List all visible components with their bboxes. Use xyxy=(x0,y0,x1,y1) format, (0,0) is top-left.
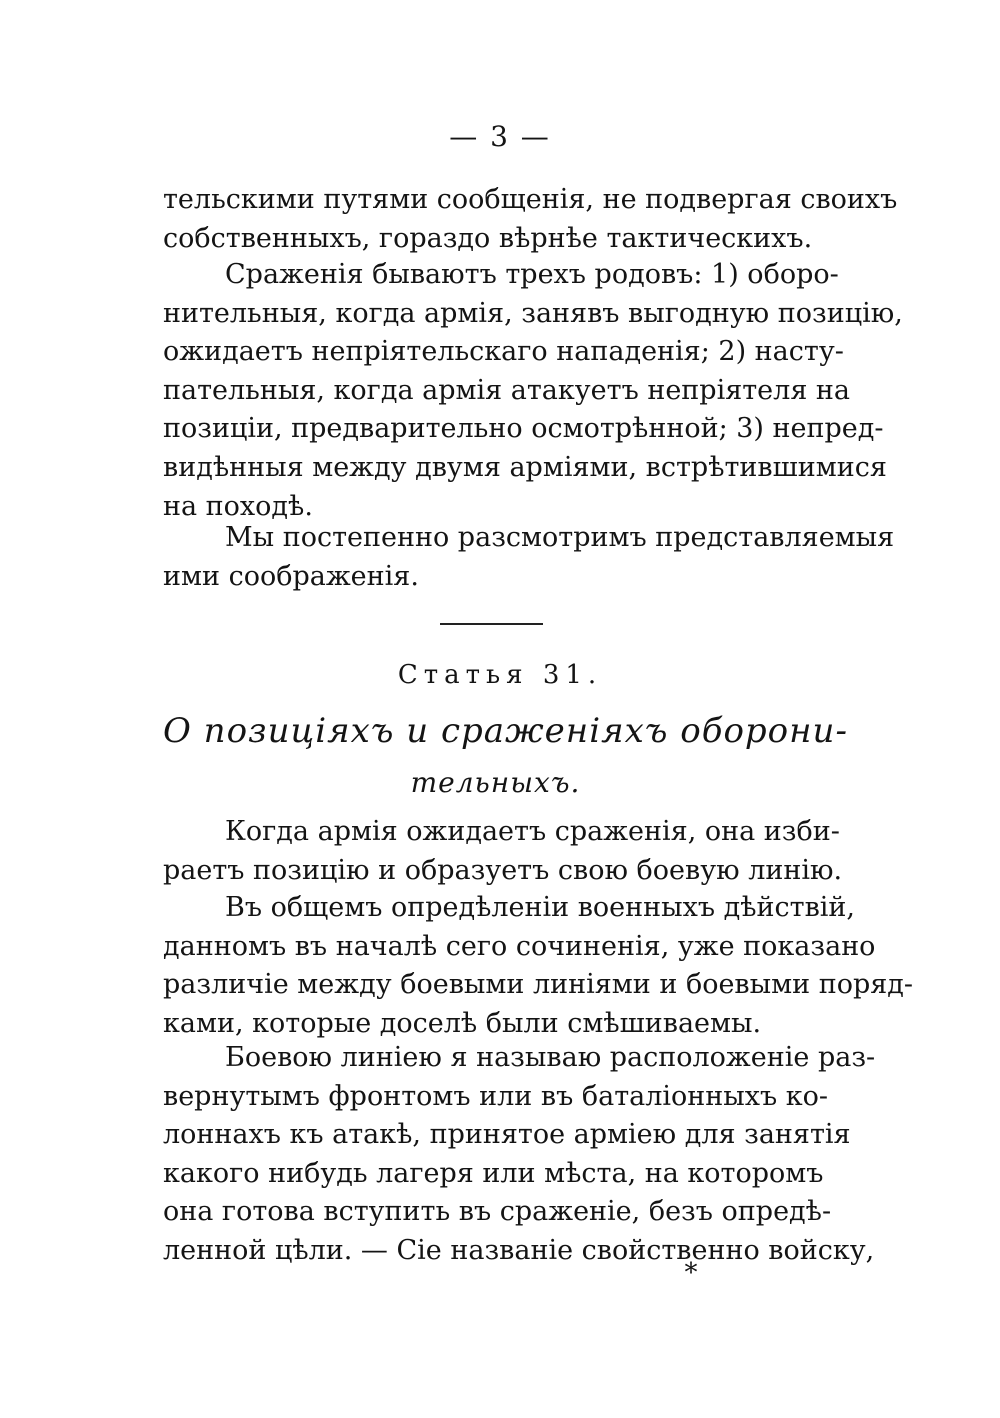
text-line: ленной цѣли. — Сіе названіе свойственно войску, xyxy=(163,1234,875,1266)
text-line: пательныя, когда армія атакуетъ непріятеля на xyxy=(163,374,851,406)
text-line: Боевою линіею я называю расположеніе раз- xyxy=(225,1042,876,1073)
text-line: тельскими путями сообщенія, не подвергая своихъ xyxy=(163,184,898,215)
page-number: — 3 — xyxy=(449,120,551,153)
section-divider xyxy=(440,623,543,625)
text-line: лоннахъ къ атакѣ, принятое арміею для занятія xyxy=(163,1119,851,1151)
text-line: нительныя, когда армія, занявъ выгодную позицію, xyxy=(163,297,903,329)
text-line: Когда армія ожидаетъ сраженія, она изби- xyxy=(225,816,840,847)
text-line: ожидаетъ непріятельскаго нападенія; 2) насту- xyxy=(163,336,844,368)
article-heading: Статья 31. xyxy=(397,660,603,690)
text-line: ими соображенія. xyxy=(163,560,419,592)
consider-paragraph xyxy=(163,519,895,596)
text-line: данномъ въ началѣ сего сочиненія, уже показано xyxy=(163,930,876,962)
paragraph-3 xyxy=(163,1039,876,1271)
text-line: Мы постепенно разсмотримъ представляемыя xyxy=(225,522,895,553)
text-line: ками, которые доселѣ были смѣшиваемы. xyxy=(163,1007,762,1039)
paragraph-2 xyxy=(163,889,914,1043)
text-line: видѣнныя между двумя арміями, встрѣтившимися xyxy=(163,451,887,483)
text-line: различіе между боевыми линіями и боевыми поряд- xyxy=(163,969,914,1001)
text-line: какого нибудь лагеря или мѣста, на которомъ xyxy=(163,1157,824,1189)
signature-mark: * xyxy=(684,1258,698,1288)
battles-paragraph xyxy=(163,256,903,526)
text-line: Сраженія бываютъ трехъ родовъ: 1) оборо- xyxy=(225,259,839,290)
text-line: вернутымъ фронтомъ или въ баталіонныхъ ко- xyxy=(163,1080,828,1112)
section-title-line: тельныхъ. xyxy=(410,766,581,799)
text-line: она готова вступить въ сраженіе, безъ опредѣ- xyxy=(163,1196,832,1228)
text-line: собственныхъ, гораздо вѣрнѣе тактическихъ. xyxy=(163,222,813,254)
section-title-line: О позиціяхъ и сраженіяхъ оборони- xyxy=(163,711,848,751)
text-line: на походѣ. xyxy=(163,490,313,522)
text-line: Въ общемъ опредѣленіи военныхъ дѣйствій, xyxy=(225,892,855,923)
paragraph-1 xyxy=(163,813,843,890)
section-title xyxy=(163,705,848,809)
text-line: раетъ позицію и образуетъ свою боевую линію. xyxy=(163,854,843,886)
intro-paragraph xyxy=(163,181,898,258)
text-line: позиціи, предварительно осмотрѣнной; 3) непред- xyxy=(163,413,884,445)
